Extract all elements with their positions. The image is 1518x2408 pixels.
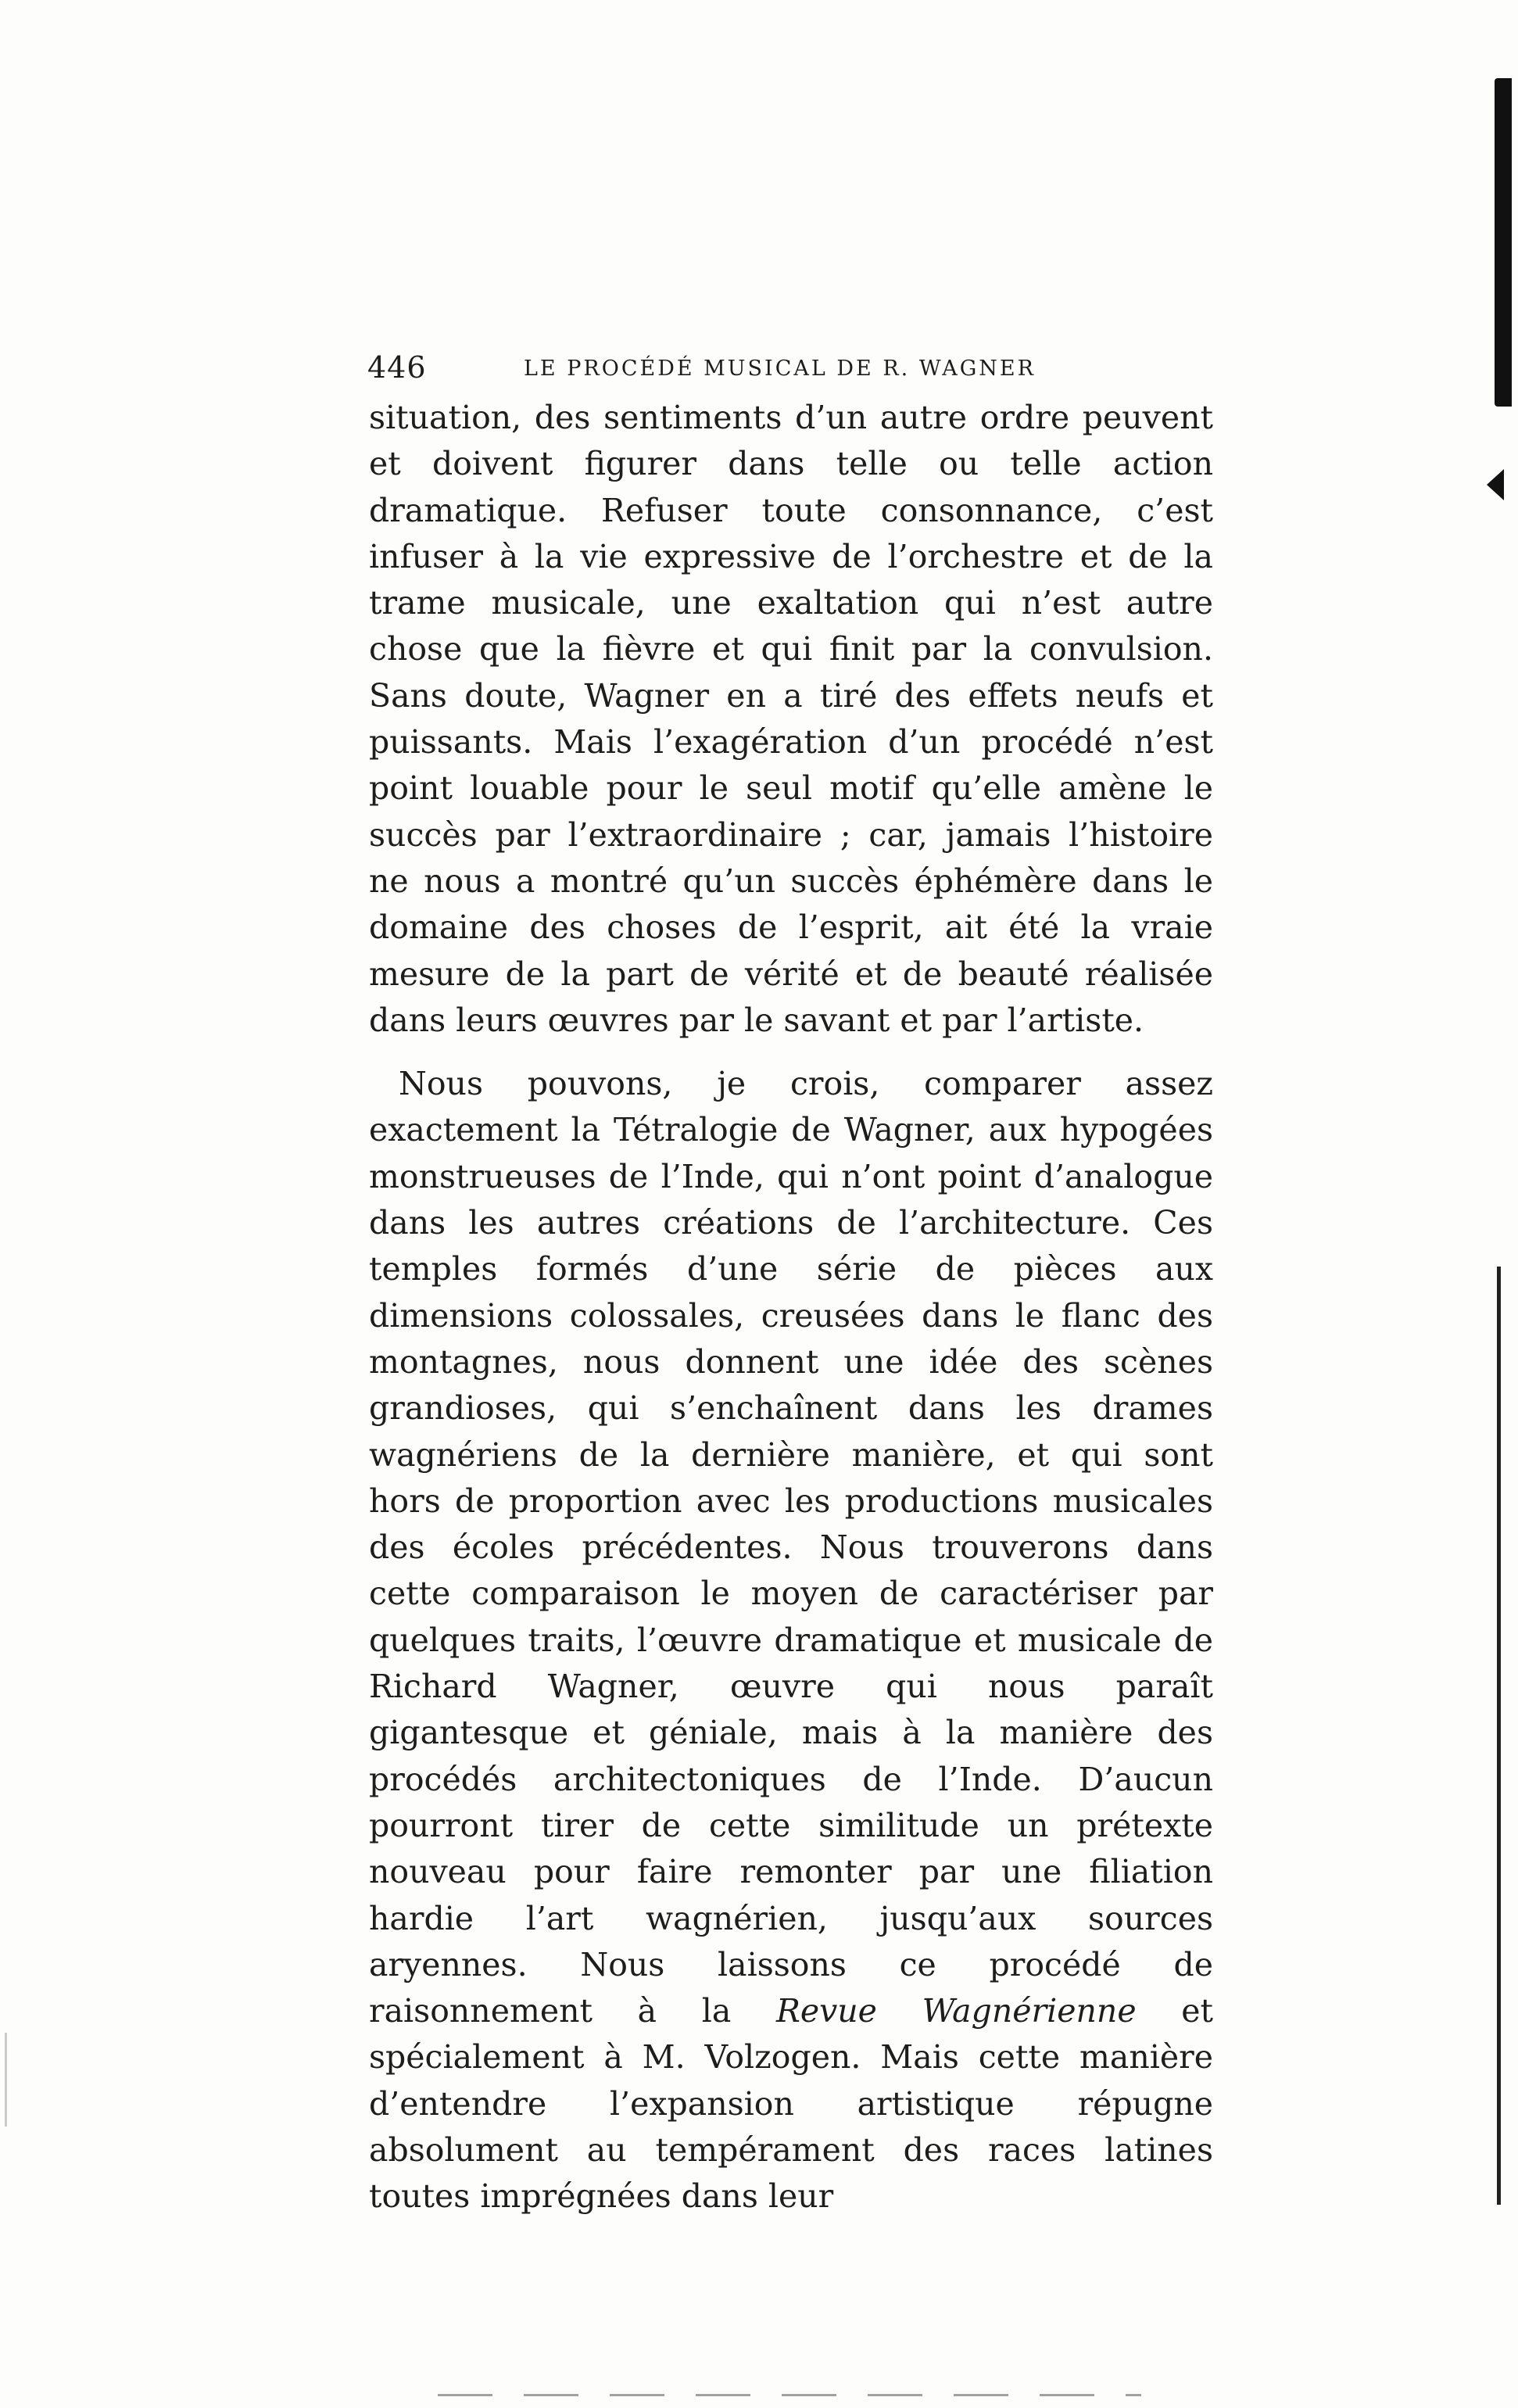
page-number: 446: [367, 350, 427, 385]
binding-notch: [1487, 469, 1504, 500]
journal-title: Revue Wagnérienne: [775, 1992, 1137, 2030]
binding-shadow-line: [1497, 1267, 1501, 2205]
running-head: LE PROCÉDÉ MUSICAL DE R. WAGNER: [524, 357, 1036, 381]
binding-shadow-top: [1495, 78, 1512, 407]
margin-mark: [5, 2033, 7, 2127]
paragraph-2: [369, 1061, 1213, 2220]
page-header: [367, 350, 1219, 389]
scan-binding-edge: [1487, 0, 1518, 2408]
paragraph-1: situation, des sentiments d’un autre ordre peuvent et doivent figurer dans telle ou telle action dramatique. Refuser toute consonnance, c’est infuser à la vie expressive de l’orchestre et de la trame musicale, une exaltation qui n’est autre chose que la fièvre et qui finit par la convulsion. Sans doute, Wagner en a tiré des effets neufs et puissants. Mais l’exagération d’un procédé n’est point louable pour le seul motif qu’elle amène le succès par l’extraordinaire ; car, jamais l’histoire ne nous a montré qu’un succès éphémère dans le domaine des choses de l’esprit, ait été la vraie mesure de la part de vérité et de beauté réalisée dans leurs œuvres par le savant et par l’artiste.: [369, 399, 1213, 1039]
paragraph-2-text-a: Nous pouvons, je crois, comparer assez exactement la Tétralogie de Wagner, aux hypogées monstrueuses de l’Inde, qui n’ont point d’analogue dans les autres créations de l’architecture. Ces temples formés d’une série de pièces aux dimensions colossales, creusées dans le flanc des montagnes, nous donnent une idée des scènes grandioses, qui s’enchaînent dans les drames wagnériens de la dernière manière, et qui sont hors de proportion avec les productions musicales des écoles précédentes. Nous trouverons dans cette comparaison le moyen de caractériser par quelques traits, l’œuvre dramatique et musicale de Richard Wagner, œuvre qui nous paraît gigantesque et géniale, mais à la manière des procédés architectoniques de l’Inde. D’aucun pourront tirer de cette similitude un prétexte nouveau pour faire remonter par une filiation hardie l’art wagnérien, jusqu’aux sources aryennes. Nous laissons ce procédé de raisonnement à la: [369, 1065, 1213, 2030]
scan-bottom-rule: [438, 2394, 1141, 2396]
paragraph-2-text-b: et spécialement à M. Volzogen. Mais cette manière d’entendre l’expansion artistique répugne absolument au tempérament des races latines toutes imprégnées dans leur: [369, 1992, 1213, 2216]
body-text: [369, 395, 1213, 2220]
